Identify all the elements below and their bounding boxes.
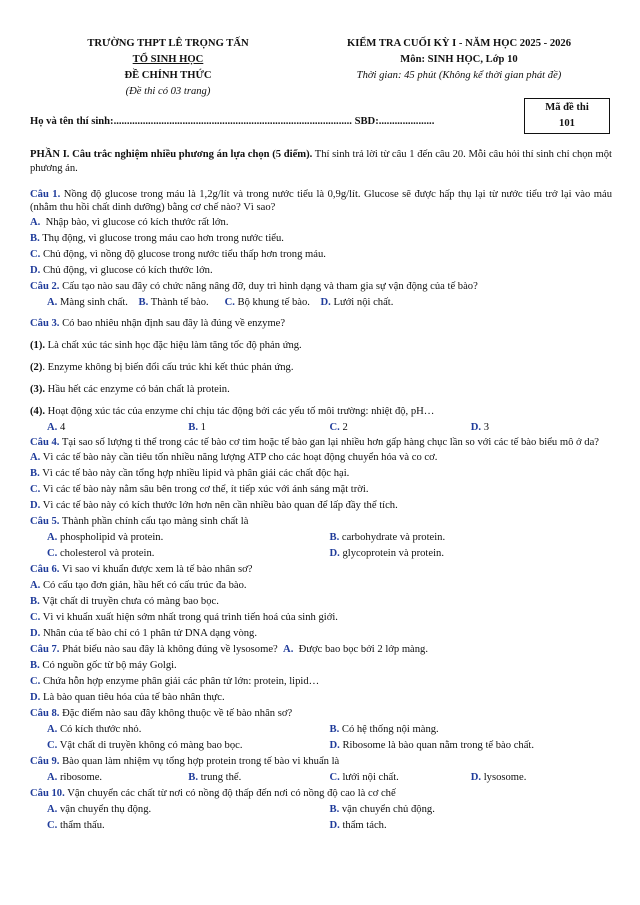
option-d bbox=[30, 690, 612, 706]
option-c bbox=[47, 738, 330, 754]
option-label: A. bbox=[283, 643, 294, 655]
option-b bbox=[330, 722, 613, 738]
option-label: C. bbox=[329, 422, 340, 434]
question-2 bbox=[30, 279, 612, 295]
option-label: A. bbox=[47, 771, 58, 783]
option-d bbox=[330, 546, 613, 562]
options-row bbox=[30, 420, 612, 436]
options-row bbox=[30, 722, 612, 738]
option-text: Được bao bọc bởi 2 lớp màng. bbox=[298, 643, 429, 655]
option-text: lysosome. bbox=[483, 771, 527, 783]
option-label: D. bbox=[320, 297, 331, 309]
official-label: ĐỀ CHÍNH THỨC bbox=[124, 70, 212, 81]
option-text: 4 bbox=[59, 422, 66, 434]
question-8 bbox=[30, 706, 612, 722]
header-right bbox=[300, 36, 618, 84]
option-text: phospholipid và protein. bbox=[59, 531, 164, 543]
option-text: Chủ động, vì nồng độ glucose trong nước tiểu thấp hơn trong máu. bbox=[42, 249, 326, 261]
statement-3 bbox=[30, 382, 612, 398]
question-text: Đặc điểm nào sau đây không thuộc về tế bào nhân sơ? bbox=[59, 707, 293, 719]
option-c bbox=[47, 546, 330, 562]
option-c bbox=[30, 482, 612, 498]
option-label: A. bbox=[47, 723, 58, 735]
statement-text: Là chất xúc tác sinh học đặc hiệu làm tăng tốc độ phản ứng. bbox=[45, 340, 302, 352]
option-label: D. bbox=[329, 739, 340, 751]
option-label: B. bbox=[30, 595, 40, 607]
option-label: C. bbox=[224, 297, 235, 309]
option-text: trung thể. bbox=[200, 771, 242, 783]
statement-text: Hoạt động xúc tác của enzyme chỉ chịu tác động bởi các yếu tố môi trường: nhiệt độ, pH… bbox=[45, 406, 435, 418]
option-c bbox=[30, 610, 612, 626]
question-1 bbox=[30, 188, 612, 216]
option-label: B. bbox=[30, 233, 40, 245]
option-text: Vì vi khuẩn xuất hiện sớm nhất trong quá trình tiến hoá của sinh giới. bbox=[42, 611, 338, 623]
option-text: Vì các tế bào này cần tiêu tốn nhiều năng lượng ATP cho các hoạt động chuyển hóa và co cơ. bbox=[42, 451, 438, 463]
question-text: Thành phần chính cấu tạo màng sinh chất là bbox=[59, 515, 249, 527]
question-number: Câu 3. bbox=[30, 318, 60, 330]
option-text: Bộ khung tế bào. bbox=[237, 297, 310, 309]
option-label: A. bbox=[30, 217, 41, 229]
option-text: Ribosome là bào quan nằm trong tế bào chất. bbox=[342, 739, 534, 751]
header-left bbox=[52, 36, 284, 100]
option-label: A. bbox=[47, 531, 58, 543]
candidate-info-line: Họ và tên thí sinh:.......................................................................................... SBD:..................... bbox=[30, 116, 435, 127]
question-6 bbox=[30, 562, 612, 578]
option-label: B. bbox=[329, 531, 340, 543]
option-d bbox=[471, 770, 612, 786]
option-text: thẩm tách. bbox=[342, 819, 387, 831]
option-text: lưới nội chất. bbox=[342, 771, 399, 783]
subject-line: Môn: SINH HỌC, Lớp 10 bbox=[400, 54, 518, 65]
question-text: Có bao nhiêu nhận định sau đây là đúng về enzyme? bbox=[59, 318, 286, 330]
question-number: Câu 1. bbox=[30, 188, 61, 200]
statement-number: (2) bbox=[30, 362, 43, 374]
option-text: glycoprotein và protein. bbox=[342, 547, 444, 559]
option-b bbox=[30, 594, 612, 610]
option-label: B. bbox=[188, 422, 198, 434]
option-text: Vật chất di truyền không có màng bao bọc. bbox=[59, 739, 243, 751]
option-a bbox=[47, 722, 330, 738]
exam-code-box bbox=[524, 98, 610, 134]
options-row bbox=[30, 295, 612, 311]
option-a bbox=[283, 644, 428, 655]
option-text: carbohydrate và protein. bbox=[341, 531, 446, 543]
option-a bbox=[47, 420, 188, 436]
option-text: vận chuyển thụ động. bbox=[59, 803, 152, 815]
question-number: Câu 8. bbox=[30, 707, 60, 719]
statement-number: (4). bbox=[30, 406, 46, 418]
question-5 bbox=[30, 514, 612, 530]
option-b bbox=[188, 420, 329, 436]
option-text: 3 bbox=[483, 422, 490, 434]
option-text: Có hệ thống nội màng. bbox=[341, 723, 439, 735]
exam-code-label: Mã đề thi bbox=[545, 102, 589, 113]
option-b bbox=[30, 466, 612, 482]
question-number: Câu 10. bbox=[30, 787, 65, 799]
statement-number: (3). bbox=[30, 384, 46, 396]
time-note: Thời gian: 45 phút (Không kể thời gian phát đề) bbox=[356, 70, 562, 81]
part1-heading bbox=[30, 148, 612, 176]
option-text: Có nguồn gốc từ bộ máy Golgi. bbox=[42, 659, 177, 671]
option-text: Chủ động, vì glucose có kích thước lớn. bbox=[42, 265, 213, 277]
question-number: Câu 4. bbox=[30, 437, 60, 449]
option-d bbox=[471, 420, 612, 436]
option-a bbox=[47, 530, 330, 546]
pages-note: (Đề thi có 03 trang) bbox=[125, 86, 211, 97]
option-d bbox=[330, 738, 613, 754]
option-text: Nhập bào, vì glucose có kích thước rất lớn. bbox=[45, 217, 229, 229]
options-row bbox=[30, 818, 612, 834]
option-text: Thành tế bào. bbox=[150, 297, 209, 309]
option-text: Có kích thước nhỏ. bbox=[59, 723, 142, 735]
option-b bbox=[30, 231, 612, 247]
option-text: ribosome. bbox=[59, 771, 103, 783]
question-3 bbox=[30, 316, 612, 332]
statement-2 bbox=[30, 360, 612, 376]
question-number: Câu 7. bbox=[30, 643, 60, 655]
question-4 bbox=[30, 436, 612, 450]
option-c bbox=[30, 674, 612, 690]
question-10 bbox=[30, 786, 612, 802]
option-text: Màng sinh chất. bbox=[59, 297, 128, 309]
option-text: Là bào quan tiêu hóa của tế bào nhân thực. bbox=[42, 691, 225, 703]
option-d bbox=[30, 626, 612, 642]
exam-title: KIỂM TRA CUỐI KỲ I - NĂM HỌC 2025 - 2026 bbox=[346, 38, 572, 49]
option-label: B. bbox=[138, 297, 149, 309]
option-d bbox=[321, 297, 394, 308]
option-b bbox=[330, 802, 613, 818]
option-label: D. bbox=[30, 627, 41, 639]
option-label: A. bbox=[30, 579, 41, 591]
option-c bbox=[225, 297, 310, 308]
option-c bbox=[330, 420, 471, 436]
question-text: Vận chuyển các chất từ nơi có nồng độ thấp đến nơi có nồng độ cao là cơ chế bbox=[64, 787, 396, 799]
option-label: D. bbox=[329, 547, 340, 559]
part1-title: PHẦN I. Câu trắc nghiệm nhiều phương án lựa chọn (5 điểm). bbox=[30, 149, 313, 160]
option-label: B. bbox=[30, 659, 40, 671]
option-label: B. bbox=[188, 771, 198, 783]
option-label: C. bbox=[47, 819, 58, 831]
option-a bbox=[47, 802, 330, 818]
question-text: Phát biểu nào sau đây là không đúng về lysosome? bbox=[59, 643, 278, 655]
option-text: Vì các tế bào này cần tổng hợp nhiều lipid và phân giải các chất độc hại. bbox=[42, 467, 350, 479]
option-label: C. bbox=[47, 547, 58, 559]
option-text: Chứa hỗn hợp enzyme phân giải các phân tử lớn: protein, lipid… bbox=[42, 675, 320, 687]
option-text: Vì các tế bào này nằm sâu bên trong cơ thể, ít tiếp xúc với ánh sáng mặt trời. bbox=[42, 483, 369, 495]
option-label: B. bbox=[329, 723, 340, 735]
statement-text: Hầu hết các enzyme có bản chất là protein. bbox=[45, 384, 230, 396]
question-text: Tại sao số lượng ti thể trong các tế bào cơ tim hoặc tế bào gan lại nhiều hơn gấp hàng chục lần so với các tế bào biểu mô ở da? bbox=[59, 437, 599, 449]
option-label: C. bbox=[30, 249, 41, 261]
option-a bbox=[30, 578, 612, 594]
option-c bbox=[47, 818, 330, 834]
option-a bbox=[30, 450, 612, 466]
option-text: 1 bbox=[200, 422, 206, 434]
option-a bbox=[30, 215, 612, 231]
option-label: D. bbox=[30, 499, 41, 511]
option-label: D. bbox=[470, 771, 482, 783]
options-row bbox=[30, 546, 612, 562]
options-row bbox=[30, 770, 612, 786]
question-number: Câu 5. bbox=[30, 515, 60, 527]
option-text: 2 bbox=[342, 422, 348, 434]
option-label: C. bbox=[47, 739, 58, 751]
option-label: C. bbox=[329, 771, 340, 783]
option-label: A. bbox=[47, 422, 58, 434]
options-row bbox=[30, 738, 612, 754]
exam-content bbox=[30, 148, 612, 834]
option-label: A. bbox=[30, 451, 41, 463]
option-c bbox=[30, 247, 612, 263]
options-row bbox=[30, 530, 612, 546]
option-d bbox=[30, 263, 612, 279]
question-text: Vì sao vi khuẩn được xem là tế bào nhân sơ? bbox=[59, 563, 253, 575]
option-b bbox=[188, 770, 329, 786]
question-number: Câu 2. bbox=[30, 281, 60, 293]
question-9 bbox=[30, 754, 612, 770]
option-text: Lưới nội chất. bbox=[333, 297, 394, 309]
statement-number: (1). bbox=[30, 340, 46, 352]
option-text: Có cấu tạo đơn giản, hầu hết có cấu trúc đa bào. bbox=[42, 579, 247, 591]
statement-text: . Enzyme không bị biến đổi cấu trúc khi kết thúc phản ứng. bbox=[42, 362, 294, 374]
options-row bbox=[30, 802, 612, 818]
option-label: C. bbox=[30, 483, 41, 495]
option-b bbox=[139, 297, 209, 308]
option-label: D. bbox=[470, 422, 482, 434]
option-label: B. bbox=[30, 467, 40, 479]
option-text: vận chuyển chủ động. bbox=[341, 803, 435, 815]
option-label: C. bbox=[30, 611, 41, 623]
option-b bbox=[330, 530, 613, 546]
option-label: B. bbox=[329, 803, 340, 815]
statement-4 bbox=[30, 404, 612, 420]
option-text: Vì các tế bào này có kích thước lớn hơn nên cần nhiều bào quan để lấp đầy thể tích. bbox=[42, 499, 398, 511]
option-a bbox=[47, 770, 188, 786]
option-label: C. bbox=[30, 675, 41, 687]
option-text: Vật chất di truyền chưa có màng bao bọc. bbox=[42, 595, 219, 607]
question-number: Câu 9. bbox=[30, 755, 60, 767]
question-text: Cấu tạo nào sau đây có chức năng nâng đỡ, duy trì hình dạng và tham gia sự vận động của tế bào? bbox=[59, 281, 478, 293]
option-d bbox=[330, 818, 613, 834]
statement-1 bbox=[30, 338, 612, 354]
option-d bbox=[30, 498, 612, 514]
question-number: Câu 6. bbox=[30, 563, 60, 575]
option-text: cholesterol và protein. bbox=[59, 547, 155, 559]
part1-instruction: Thí sinh trả lời từ câu 1 đến câu 20. Mỗi câu hỏi thí sinh chỉ chọn một phương án. bbox=[30, 149, 612, 174]
option-label: D. bbox=[30, 265, 41, 277]
option-label: D. bbox=[329, 819, 340, 831]
exam-code-value: 101 bbox=[559, 118, 575, 129]
option-a bbox=[47, 297, 128, 308]
option-text: Nhân của tế bào chỉ có 1 phân tử DNA dạng vòng. bbox=[42, 627, 258, 639]
option-label: A. bbox=[47, 297, 58, 309]
option-text: thẩm thấu. bbox=[59, 819, 105, 831]
question-text: Bào quan làm nhiệm vụ tổng hợp protein trong tế bào vi khuẩn là bbox=[59, 755, 340, 767]
school-name: TRƯỜNG THPT LÊ TRỌNG TẤN bbox=[87, 38, 249, 49]
option-label: D. bbox=[30, 691, 41, 703]
option-label: A. bbox=[47, 803, 58, 815]
option-text: Thụ động, vì glucose trong máu cao hơn trong nước tiểu. bbox=[42, 233, 284, 245]
question-7 bbox=[30, 642, 612, 658]
option-b bbox=[30, 658, 612, 674]
question-text: Nồng độ glucose trong máu là 1,2g/lít và trong nước tiểu là 0,9g/lít. Glucose sẽ được hấp thụ lại từ nước tiểu trở lại vào máu (nhằm thu hồi chất dinh dưỡng) bằng cơ chế nào? Vì sao? bbox=[30, 188, 612, 214]
department-name: TỔ SINH HỌC bbox=[132, 54, 204, 65]
option-c bbox=[330, 770, 471, 786]
